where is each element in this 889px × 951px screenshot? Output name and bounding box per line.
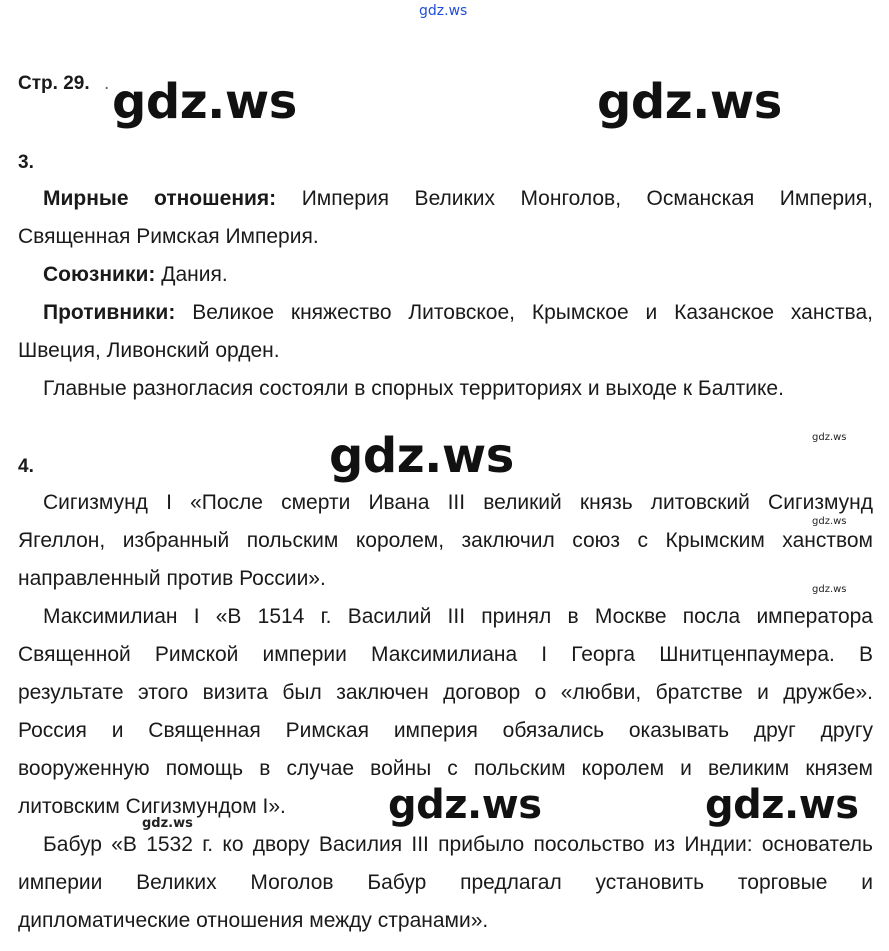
paragraph-line: литовским Сигизмундом I». (18, 795, 286, 818)
paragraph-line: результате этого визита был заключен договор о «любви, братстве и дружбе». (18, 681, 873, 704)
peace-line-1 (43, 180, 873, 218)
peace-text: Империя Великих Монголов, Османская Империя, (301, 187, 873, 210)
enemies-line-1 (43, 294, 873, 332)
page-reference-tail: . (104, 73, 110, 94)
watermark-small: gdz.ws (812, 432, 847, 443)
watermark-small: gdz.ws (142, 816, 193, 831)
section-number: 4. (18, 456, 34, 477)
peace-label: Мирные отношения: (43, 187, 277, 210)
allies-label: Союзники: (43, 263, 156, 286)
paragraph-line: дипломатические отношения между странами». (18, 909, 489, 932)
watermark-small: gdz.ws (812, 584, 847, 595)
watermark-small: gdz.ws (812, 516, 847, 527)
watermark-top: gdz.ws (419, 3, 468, 19)
paragraph-line: империи Великих Моголов Бабур предлагал установить торговые и (18, 871, 873, 894)
watermark-large: gdz.ws (112, 74, 297, 130)
paragraph-line: вооруженную помощь в случае войны с польским королем и великим князем (18, 757, 873, 780)
watermark-large: gdz.ws (705, 782, 859, 828)
peace-line-2: Священная Римская Империя. (18, 225, 319, 248)
watermark-large: gdz.ws (597, 74, 782, 130)
enemies-line-2: Швеция, Ливонский орден. (18, 339, 280, 362)
allies-text: Дания. (161, 263, 228, 286)
allies-line (43, 256, 228, 294)
enemies-text: Великое княжество Литовское, Крымское и Казанское ханства, (192, 301, 873, 324)
watermark-large: gdz.ws (388, 782, 542, 828)
summary-line: Главные разногласия состояли в спорных территориях и выходе к Балтике. (43, 377, 784, 400)
enemies-label: Противники: (43, 301, 176, 324)
paragraph-line: Бабур «В 1532 г. ко двору Василия III прибыло посольство из Индии: основатель (43, 833, 873, 856)
paragraph-line: Максимилиан I «В 1514 г. Василий III принял в Москве посла императора (43, 605, 873, 628)
paragraph-line: Ягеллон, избранный польским королем, заключил союз с Крымским ханством (18, 529, 873, 552)
watermark-large: gdz.ws (329, 428, 514, 484)
paragraph-line: Россия и Священная Римская империя обязались оказывать друг другу (18, 719, 873, 742)
section-number: 3. (18, 152, 34, 173)
paragraph-line: Сигизмунд I «После смерти Ивана III великий князь литовский Сигизмунд (43, 491, 873, 514)
paragraph-line: направленный против России». (18, 567, 326, 590)
page-reference: Стр. 29. (18, 73, 90, 94)
paragraph-line: Священной Римской империи Максимилиана I Георга Шнитценпаумера. В (18, 643, 873, 666)
